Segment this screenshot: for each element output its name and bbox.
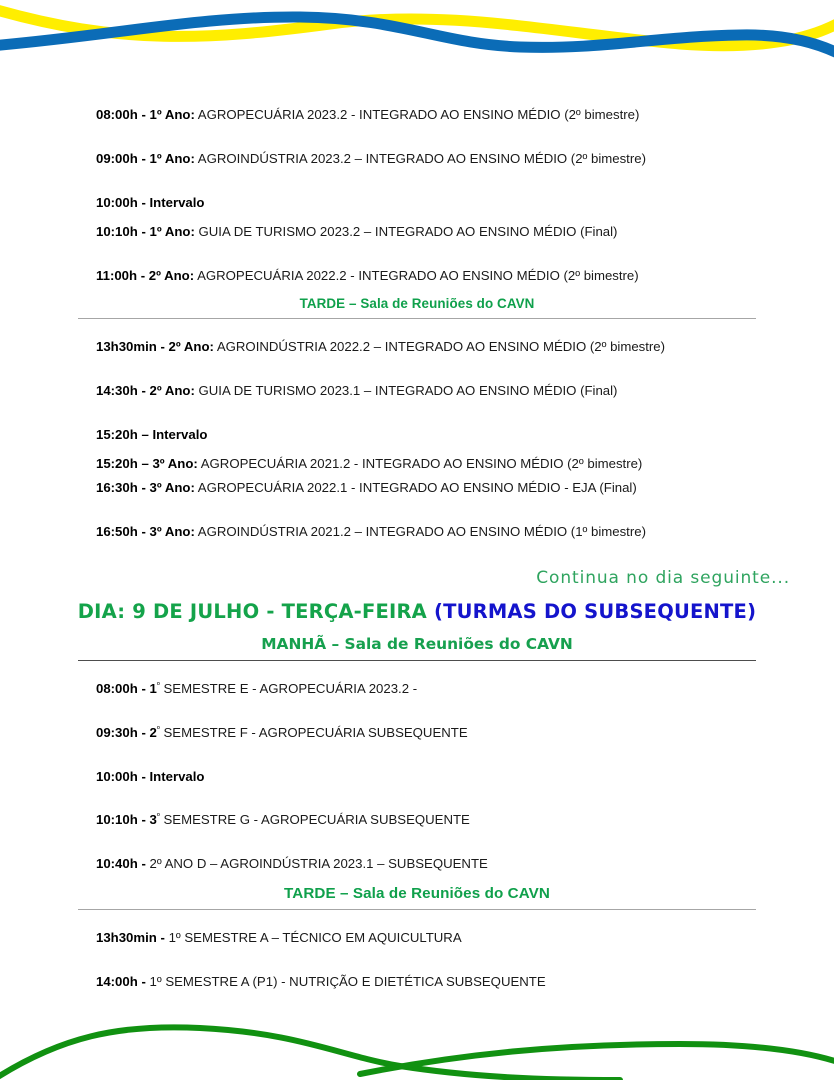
entry-description: AGROINDÚSTRIA 2021.2 – INTEGRADO AO ENSINO MÉDIO (1º bimestre) [194,523,646,539]
entry-time-label: 13h30min - 2º Ano: [96,339,214,355]
spacer [0,124,834,151]
schedule-entry [0,856,834,873]
spacer [0,873,834,885]
bottom-wave-decoration [0,990,834,1080]
spacer [0,212,834,224]
blue-wave-line [0,17,834,56]
session-header-tarde-day-one: TARDE – Sala de Reuniões do CAVN [299,296,535,312]
entry-time-label: 10:10h - 1º Ano: [96,223,195,239]
entry-time-label: 09:30h - 2 [96,724,157,740]
schedule-entry [0,974,834,991]
schedule-entry [0,268,834,285]
spacer [0,742,834,769]
spacer [0,319,834,339]
schedule-entry [0,224,834,241]
spacer [0,444,834,456]
entry-time-label: 11:00h - 2º Ano: [96,267,195,283]
spacer [0,785,834,812]
entry-time-label: 10:40h - [96,856,150,872]
schedule-entry [0,456,834,473]
schedule-entry [0,151,834,168]
entry-time-label: 09:00h - 1º Ano: [96,150,195,166]
entry-time-label: 13h30min - [96,930,169,946]
entry-description: AGROPECUÁRIA 2022.2 - INTEGRADO AO ENSINO MÉDIO (2º bimestre) [194,267,639,283]
schedule-entry [0,107,834,124]
spacer [0,661,834,681]
day-one-afternoon-list [0,339,834,540]
entry-time-label: 10:00h - Intervalo [96,194,205,210]
spacer [0,623,834,635]
ordinal-marker: º [156,812,160,822]
entry-time-label: 08:00h - 1º Ano: [96,107,195,122]
entry-time-label: 08:00h - 1 [96,680,157,696]
schedule-entry [0,480,834,497]
entry-description: AGROPECUÁRIA 2021.2 - INTEGRADO AO ENSINO MÉDIO (2º bimestre) [197,456,643,472]
entry-description: SEMESTRE G - AGROPECUÁRIA SUBSEQUENTE [159,812,470,828]
spacer [0,829,834,856]
entry-description: 1º SEMESTRE A (P1) - NUTRIÇÃO E DIETÉTICA SUBSEQUENTE [149,974,546,990]
entry-description: AGROPECUÁRIA 2022.1 - INTEGRADO AO ENSINO MÉDIO - EJA (Final) [194,480,637,496]
entry-time-label: 16:30h - 3º Ano: [96,480,195,496]
schedule-entry [0,930,834,947]
spacer [0,473,834,480]
green-wave-line-left [0,1027,620,1080]
ordinal-marker: º [156,724,160,734]
top-wave-decoration [0,0,834,80]
ordinal-marker: º [156,680,160,690]
continues-next-day-note: Continua no dia seguinte... [536,567,790,588]
entry-description: GUIA DE TURISMO 2023.2 – INTEGRADO AO ENSINO MÉDIO (Final) [194,223,618,239]
entry-description: 1º SEMESTRE A – TÉCNICO EM AQUICULTURA [168,930,462,946]
day-two-title-group: (TURMAS DO SUBSEQUENTE) [433,599,757,623]
spacer [0,168,834,195]
spacer [0,400,834,427]
entry-description: AGROINDÚSTRIA 2023.2 – INTEGRADO AO ENSINO MÉDIO (2º bimestre) [194,150,646,166]
session-header-manha-day-two: MANHÃ – Sala de Reuniões do CAVN [261,634,573,653]
entry-time-label: 15:20h – 3º Ano: [96,456,198,472]
schedule-entry-break [0,769,834,786]
schedule-sheet [0,80,834,991]
entry-description: SEMESTRE F - AGROPECUÁRIA SUBSEQUENTE [159,724,468,740]
entry-description: SEMESTRE E - AGROPECUÁRIA 2023.2 - [159,680,418,696]
spacer [0,698,834,725]
spacer [0,947,834,974]
schedule-entry [0,339,834,356]
entry-description: AGROINDÚSTRIA 2022.2 – INTEGRADO AO ENSINO MÉDIO (2º bimestre) [213,339,666,355]
session-header-tarde-day-two: TARDE – Sala de Reuniões do CAVN [284,885,550,903]
entry-time-label: 15:20h – Intervalo [96,427,208,443]
schedule-entry [0,524,834,541]
schedule-entry [0,681,834,698]
entry-description: 2º ANO D – AGROINDÚSTRIA 2023.1 – SUBSEQUENTE [149,856,488,872]
entry-time-label: 16:50h - 3º Ano: [96,523,195,539]
spacer [0,356,834,383]
day-two-morning-list [0,681,834,873]
entry-time-label: 14:30h - 2º Ano: [96,383,195,399]
schedule-entry [0,725,834,742]
day-one-morning-list [0,107,834,284]
entry-description: GUIA DE TURISMO 2023.1 – INTEGRADO AO ENSINO MÉDIO (Final) [194,383,618,399]
day-two-title [0,600,834,623]
spacer [0,541,834,568]
schedule-entry-break [0,427,834,444]
spacer [0,910,834,930]
yellow-wave-line [0,8,834,46]
spacer [0,284,834,296]
entry-time-label: 14:00h - [96,974,150,990]
spacer [0,588,834,600]
spacer [0,497,834,524]
day-two-title-date: DIA: 9 DE JULHO - TERÇA-FEIRA [77,599,434,623]
schedule-entry [0,383,834,400]
entry-time-label: 10:00h - Intervalo [96,768,205,784]
schedule-entry [0,812,834,829]
green-wave-line-right [360,1044,834,1074]
day-two-afternoon-list [0,930,834,991]
schedule-entry-break [0,195,834,212]
spacer [0,80,834,107]
spacer [0,241,834,268]
entry-description: AGROPECUÁRIA 2023.2 - INTEGRADO AO ENSINO MÉDIO (2º bimestre) [194,107,640,122]
entry-time-label: 10:10h - 3 [96,812,157,828]
